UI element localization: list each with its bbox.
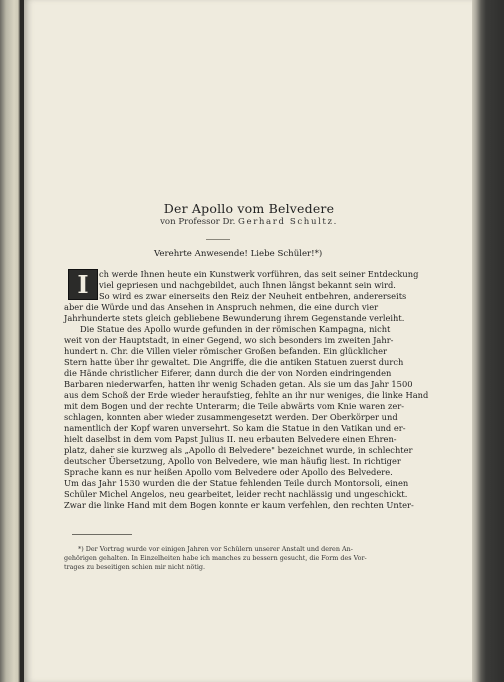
facing-page-edge — [0, 0, 20, 682]
body-line: ch werde Ihnen heute ein Kunstwerk vorführen, das seit seiner Entdeckung — [99, 269, 419, 279]
body-line: weit von der Hauptstadt, in einer Gegend, wo sich besonders im zweiten Jahr- — [64, 335, 394, 345]
byline-prefix: von Professor Dr. — [160, 217, 236, 227]
body-line: Sprache kann es nur heißen Apollo vom Belvedere oder Apollo des Belvedere. — [64, 467, 393, 477]
article-title: Der Apollo vom Belvedere — [163, 201, 335, 216]
body-line: Zwar die linke Hand mit dem Bogen konnte er kaum verfehlen, den rechten Unter- — [64, 500, 414, 510]
page-stack-edge — [472, 0, 504, 682]
body-line: So wird es zwar einerseits den Reiz der Neuheit entbehren, andererseits — [99, 291, 407, 301]
drop-cap — [68, 269, 98, 300]
footnote-line: *) Der Vortrag wurde vor einigen Jahren vor Schülern unserer Anstalt und deren An- — [78, 545, 353, 553]
body-line: die Hände christlicher Eiferer, dann durch die der von Norden eindringenden — [64, 368, 392, 378]
salutation: Verehrte Anwesende! Liebe Schüler!*) — [154, 249, 323, 259]
body-line: namentlich der Kopf waren unversehrt. So kam die Statue in den Vatikan und er- — [64, 423, 406, 433]
body-line: Jahrhunderte stets gleich gebliebene Bewunderung ihrem Gegenstande verleiht. — [64, 313, 405, 323]
body-line: aber die Würde und das Ansehen in Anspruch nehmen, die eine durch vier — [64, 302, 379, 312]
body-line: Um das Jahr 1530 wurden die der Statue fehlenden Teile durch Montorsoli, einen — [64, 478, 409, 488]
author-name: Gerhard Schultz. — [238, 217, 338, 227]
body-line: hundert n. Chr. die Villen vieler römischer Großen befanden. Ein glücklicher — [64, 346, 387, 356]
body-line: Stern hatte über ihr gewaltet. Die Angriffe, die die antiken Statuen zuerst durch — [64, 357, 404, 367]
body-line: schlagen, konnten aber wieder zusammengesetzt werden. Der Oberkörper und — [64, 412, 398, 422]
footnote-line: gehörigen gehalten. In Einzelheiten habe ich manches zu bessern gesucht, die Form des Vor- — [64, 554, 367, 562]
body-line: Die Statue des Apollo wurde gefunden in der römischen Kampagna, nicht — [80, 324, 391, 334]
drop-cap-letter: I — [77, 270, 89, 299]
body-line: mit dem Bogen und der rechte Unterarm; die Teile abwärts vom Knie waren zer- — [64, 401, 405, 411]
title-divider — [206, 239, 230, 240]
article-byline — [119, 217, 379, 227]
body-line: Barbaren niederwarfen, hatten ihr wenig Schaden getan. Als sie um das Jahr 1500 — [64, 379, 413, 389]
body-line: viel gepriesen und nachgebildet, auch Ihnen längst bekannt sein wird. — [99, 280, 396, 290]
book-page — [24, 0, 472, 682]
body-line: platz, daher sie kurzweg als „Apollo di Belvedere" bezeichnet wurde, in schlechter — [64, 445, 413, 455]
footnote-divider — [72, 534, 132, 535]
body-line: hielt daselbst in dem vom Papst Julius II. neu erbauten Belvedere einen Ehren- — [64, 434, 397, 444]
footnote-line: trages zu beseitigen schien mir nicht nötig. — [64, 563, 206, 571]
body-line: deutscher Übersetzung, Apollo von Belvedere, wie man häufig liest. In richtiger — [64, 456, 401, 466]
body-line: aus dem Schoß der Erde wieder heraufstieg, fehlte an ihr nur weniges, die linke Hand — [64, 390, 429, 400]
body-line: Schüler Michel Angelos, neu gearbeitet, leider recht nachlässig und ungeschickt. — [64, 489, 408, 499]
